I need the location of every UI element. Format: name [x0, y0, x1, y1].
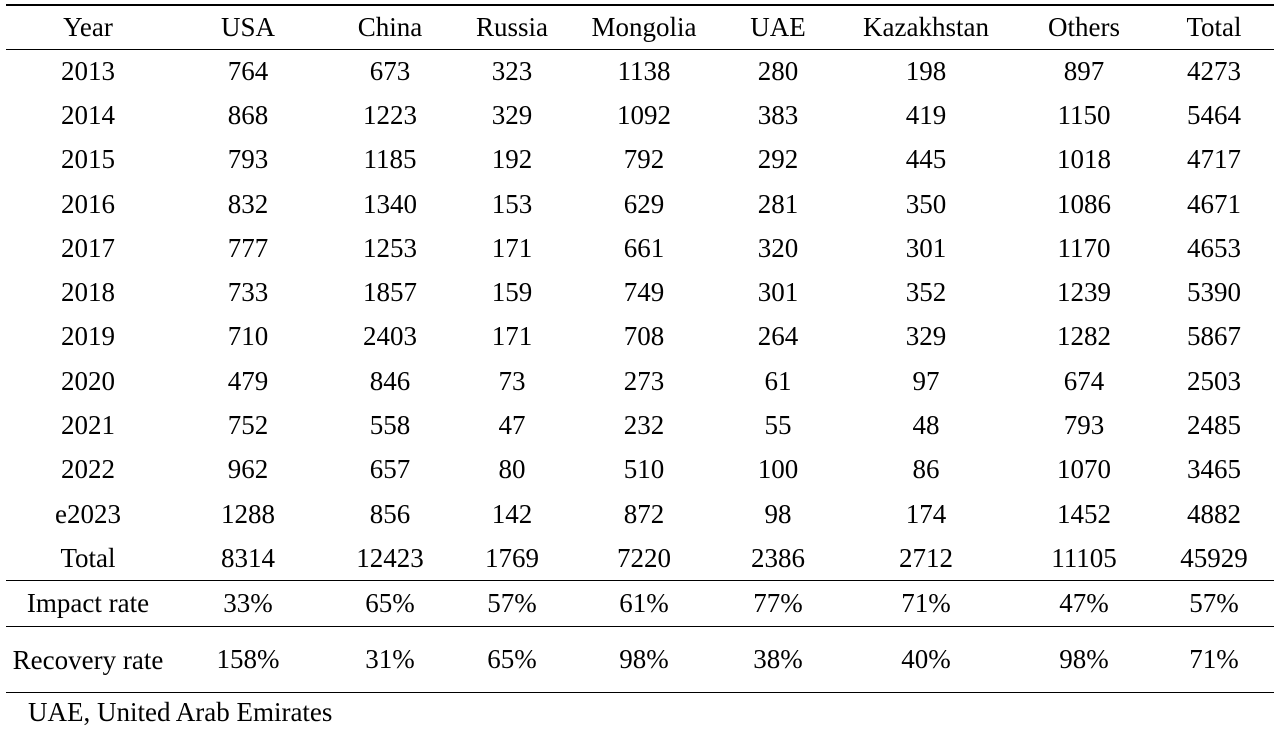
table-cell: 445 — [905, 144, 947, 175]
table-cell: 710 — [227, 321, 269, 352]
column-header: USA — [170, 5, 326, 49]
table-cell: 2386 — [751, 542, 805, 573]
column-header: Mongolia — [570, 5, 718, 49]
table-cell: 832 — [227, 188, 269, 219]
table-cell: 2019 — [61, 321, 115, 352]
impact-rate-row — [6, 581, 1274, 627]
table-row — [6, 536, 1274, 580]
table-cell: 31% — [326, 627, 454, 693]
table-row — [6, 492, 1274, 536]
table-cell: 329 — [491, 99, 533, 130]
table-cell: 419 — [905, 99, 947, 130]
table-cell: 47% — [1014, 581, 1154, 627]
table-cell: Recovery rate — [6, 627, 170, 693]
table-cell: 273 — [623, 365, 665, 396]
table-row — [6, 226, 1274, 270]
table-cell: 846 — [369, 365, 411, 396]
table-cell: 65% — [326, 581, 454, 627]
table-row — [6, 448, 1274, 492]
table-cell: 86 — [912, 454, 940, 485]
table-cell: 153 — [491, 188, 533, 219]
table-cell: 479 — [227, 365, 269, 396]
table-cell: 323 — [491, 55, 533, 86]
table-cell: 40% — [838, 627, 1014, 693]
table-cell: 629 — [623, 188, 665, 219]
table-cell: 57% — [1154, 581, 1274, 627]
table-cell: 793 — [227, 144, 269, 175]
table-cell: 292 — [757, 144, 799, 175]
table-cell: 657 — [369, 454, 411, 485]
table-cell: 5390 — [1187, 277, 1241, 308]
table-cell: 11105 — [1051, 542, 1117, 573]
table-cell: 1452 — [1057, 498, 1111, 529]
table-cell: 320 — [757, 232, 799, 263]
table-cell: 856 — [369, 498, 411, 529]
table-cell: 2503 — [1187, 365, 1241, 396]
table-cell: 281 — [757, 188, 799, 219]
table-cell: 510 — [623, 454, 665, 485]
table-cell: 192 — [491, 144, 533, 175]
table-cell: 4273 — [1187, 55, 1241, 86]
table-cell: 98 — [764, 498, 792, 529]
table-cell: 4671 — [1187, 188, 1241, 219]
table-cell: 159 — [491, 277, 533, 308]
table-cell: 1282 — [1057, 321, 1111, 352]
column-header: UAE — [718, 5, 838, 49]
table-cell: 1340 — [363, 188, 417, 219]
table-cell: 2021 — [61, 410, 115, 441]
table-row — [6, 315, 1274, 359]
table-cell: 962 — [227, 454, 269, 485]
table-cell: 5464 — [1187, 99, 1241, 130]
table-cell: 1288 — [221, 498, 275, 529]
table-cell: 2015 — [61, 144, 115, 175]
table-cell: 12423 — [356, 542, 424, 573]
table-cell: 749 — [623, 277, 665, 308]
table-cell: 98% — [570, 627, 718, 693]
table-cell: 4717 — [1187, 144, 1241, 175]
column-header: China — [326, 5, 454, 49]
table-cell: 1150 — [1057, 99, 1111, 130]
table-cell: 7220 — [617, 542, 671, 573]
table-cell: 1092 — [617, 99, 671, 130]
table-cell: 301 — [905, 232, 947, 263]
table-cell: 2016 — [61, 188, 115, 219]
table-cell: 65% — [454, 627, 570, 693]
table-cell: 2014 — [61, 99, 115, 130]
table-row — [6, 403, 1274, 447]
table-cell: 38% — [718, 627, 838, 693]
table-cell: Impact rate — [6, 581, 170, 627]
column-header: Others — [1014, 5, 1154, 49]
table-cell: 142 — [491, 498, 533, 529]
table-cell: 171 — [491, 321, 533, 352]
table-cell: 352 — [905, 277, 947, 308]
table-cell: e2023 — [55, 498, 121, 529]
column-header: Kazakhstan — [838, 5, 1014, 49]
recovery-rate-row — [6, 627, 1274, 693]
table-cell: 792 — [623, 144, 665, 175]
table-cell: 61 — [764, 365, 792, 396]
table-cell: 2403 — [363, 321, 417, 352]
table-cell: 673 — [369, 55, 411, 86]
table-cell: 793 — [1063, 410, 1105, 441]
column-header: Year — [6, 5, 170, 49]
table-cell: 100 — [757, 454, 799, 485]
table-cell: 1070 — [1057, 454, 1111, 485]
table-row — [6, 270, 1274, 314]
table-cell: 383 — [757, 99, 799, 130]
table-cell: 55 — [764, 410, 792, 441]
table-cell: 1857 — [363, 277, 417, 308]
table-cell: 77% — [718, 581, 838, 627]
table-cell: 57% — [454, 581, 570, 627]
table-cell: 872 — [623, 498, 665, 529]
table-cell: 4882 — [1187, 498, 1241, 529]
table-cell: 329 — [905, 321, 947, 352]
table-cell: 3465 — [1187, 454, 1241, 485]
table-cell: 764 — [227, 55, 269, 86]
table-cell: 2013 — [61, 55, 115, 86]
table-cell: 198 — [905, 55, 947, 86]
table-cell: 1086 — [1057, 188, 1111, 219]
table-cell: 1185 — [363, 144, 417, 175]
table-cell: 558 — [369, 410, 411, 441]
table-cell: 733 — [227, 277, 269, 308]
table-cell: 280 — [757, 55, 799, 86]
table-cell: 868 — [227, 99, 269, 130]
table-cell: 777 — [227, 232, 269, 263]
table-footnote: UAE, United Arab Emirates — [28, 697, 333, 727]
table-cell: 71% — [1154, 627, 1274, 693]
table-row — [6, 359, 1274, 403]
table-cell: 2022 — [61, 454, 115, 485]
table-cell: 1018 — [1057, 144, 1111, 175]
table-cell: 47 — [498, 410, 526, 441]
table-cell: 752 — [227, 410, 269, 441]
table-cell: 350 — [905, 188, 947, 219]
table-cell: 2712 — [899, 542, 953, 573]
table-cell: 97 — [912, 365, 940, 396]
table-cell: 158% — [170, 627, 326, 693]
column-header: Total — [1154, 5, 1274, 49]
table-cell: 301 — [757, 277, 799, 308]
table-cell: 1769 — [485, 542, 539, 573]
table-cell: 674 — [1063, 365, 1105, 396]
table-cell: 174 — [905, 498, 947, 529]
table-cell: 661 — [623, 232, 665, 263]
table-cell: 1239 — [1057, 277, 1111, 308]
column-header: Russia — [454, 5, 570, 49]
table-cell: 264 — [757, 321, 799, 352]
table-cell: 2020 — [61, 365, 115, 396]
table-cell: 171 — [491, 232, 533, 263]
table-row — [6, 182, 1274, 226]
table-cell: 708 — [623, 321, 665, 352]
table-cell: 8314 — [221, 542, 275, 573]
table-cell: 1253 — [363, 232, 417, 263]
table-cell: 2017 — [61, 232, 115, 263]
table-cell: 4653 — [1187, 232, 1241, 263]
table-cell: 1138 — [617, 55, 671, 86]
year-rows — [6, 49, 1274, 581]
table-cell: 897 — [1063, 55, 1105, 86]
visitor-table — [6, 4, 1274, 693]
table-row — [6, 93, 1274, 137]
table-row — [6, 138, 1274, 182]
table-cell: 45929 — [1180, 542, 1248, 573]
table-cell: 71% — [838, 581, 1014, 627]
table-cell: 5867 — [1187, 321, 1241, 352]
table-cell: 98% — [1014, 627, 1154, 693]
table-cell: 1223 — [363, 99, 417, 130]
table-cell: Total — [60, 542, 116, 573]
table-row — [6, 49, 1274, 93]
table-cell: 33% — [170, 581, 326, 627]
table-cell: 2018 — [61, 277, 115, 308]
table-cell: 1170 — [1057, 232, 1111, 263]
header-row — [6, 5, 1274, 49]
table-cell: 232 — [623, 410, 665, 441]
table-cell: 61% — [570, 581, 718, 627]
table-cell: 80 — [498, 454, 526, 485]
table-cell: 48 — [912, 410, 940, 441]
table-cell: 73 — [498, 365, 526, 396]
table-cell: 2485 — [1187, 410, 1241, 441]
